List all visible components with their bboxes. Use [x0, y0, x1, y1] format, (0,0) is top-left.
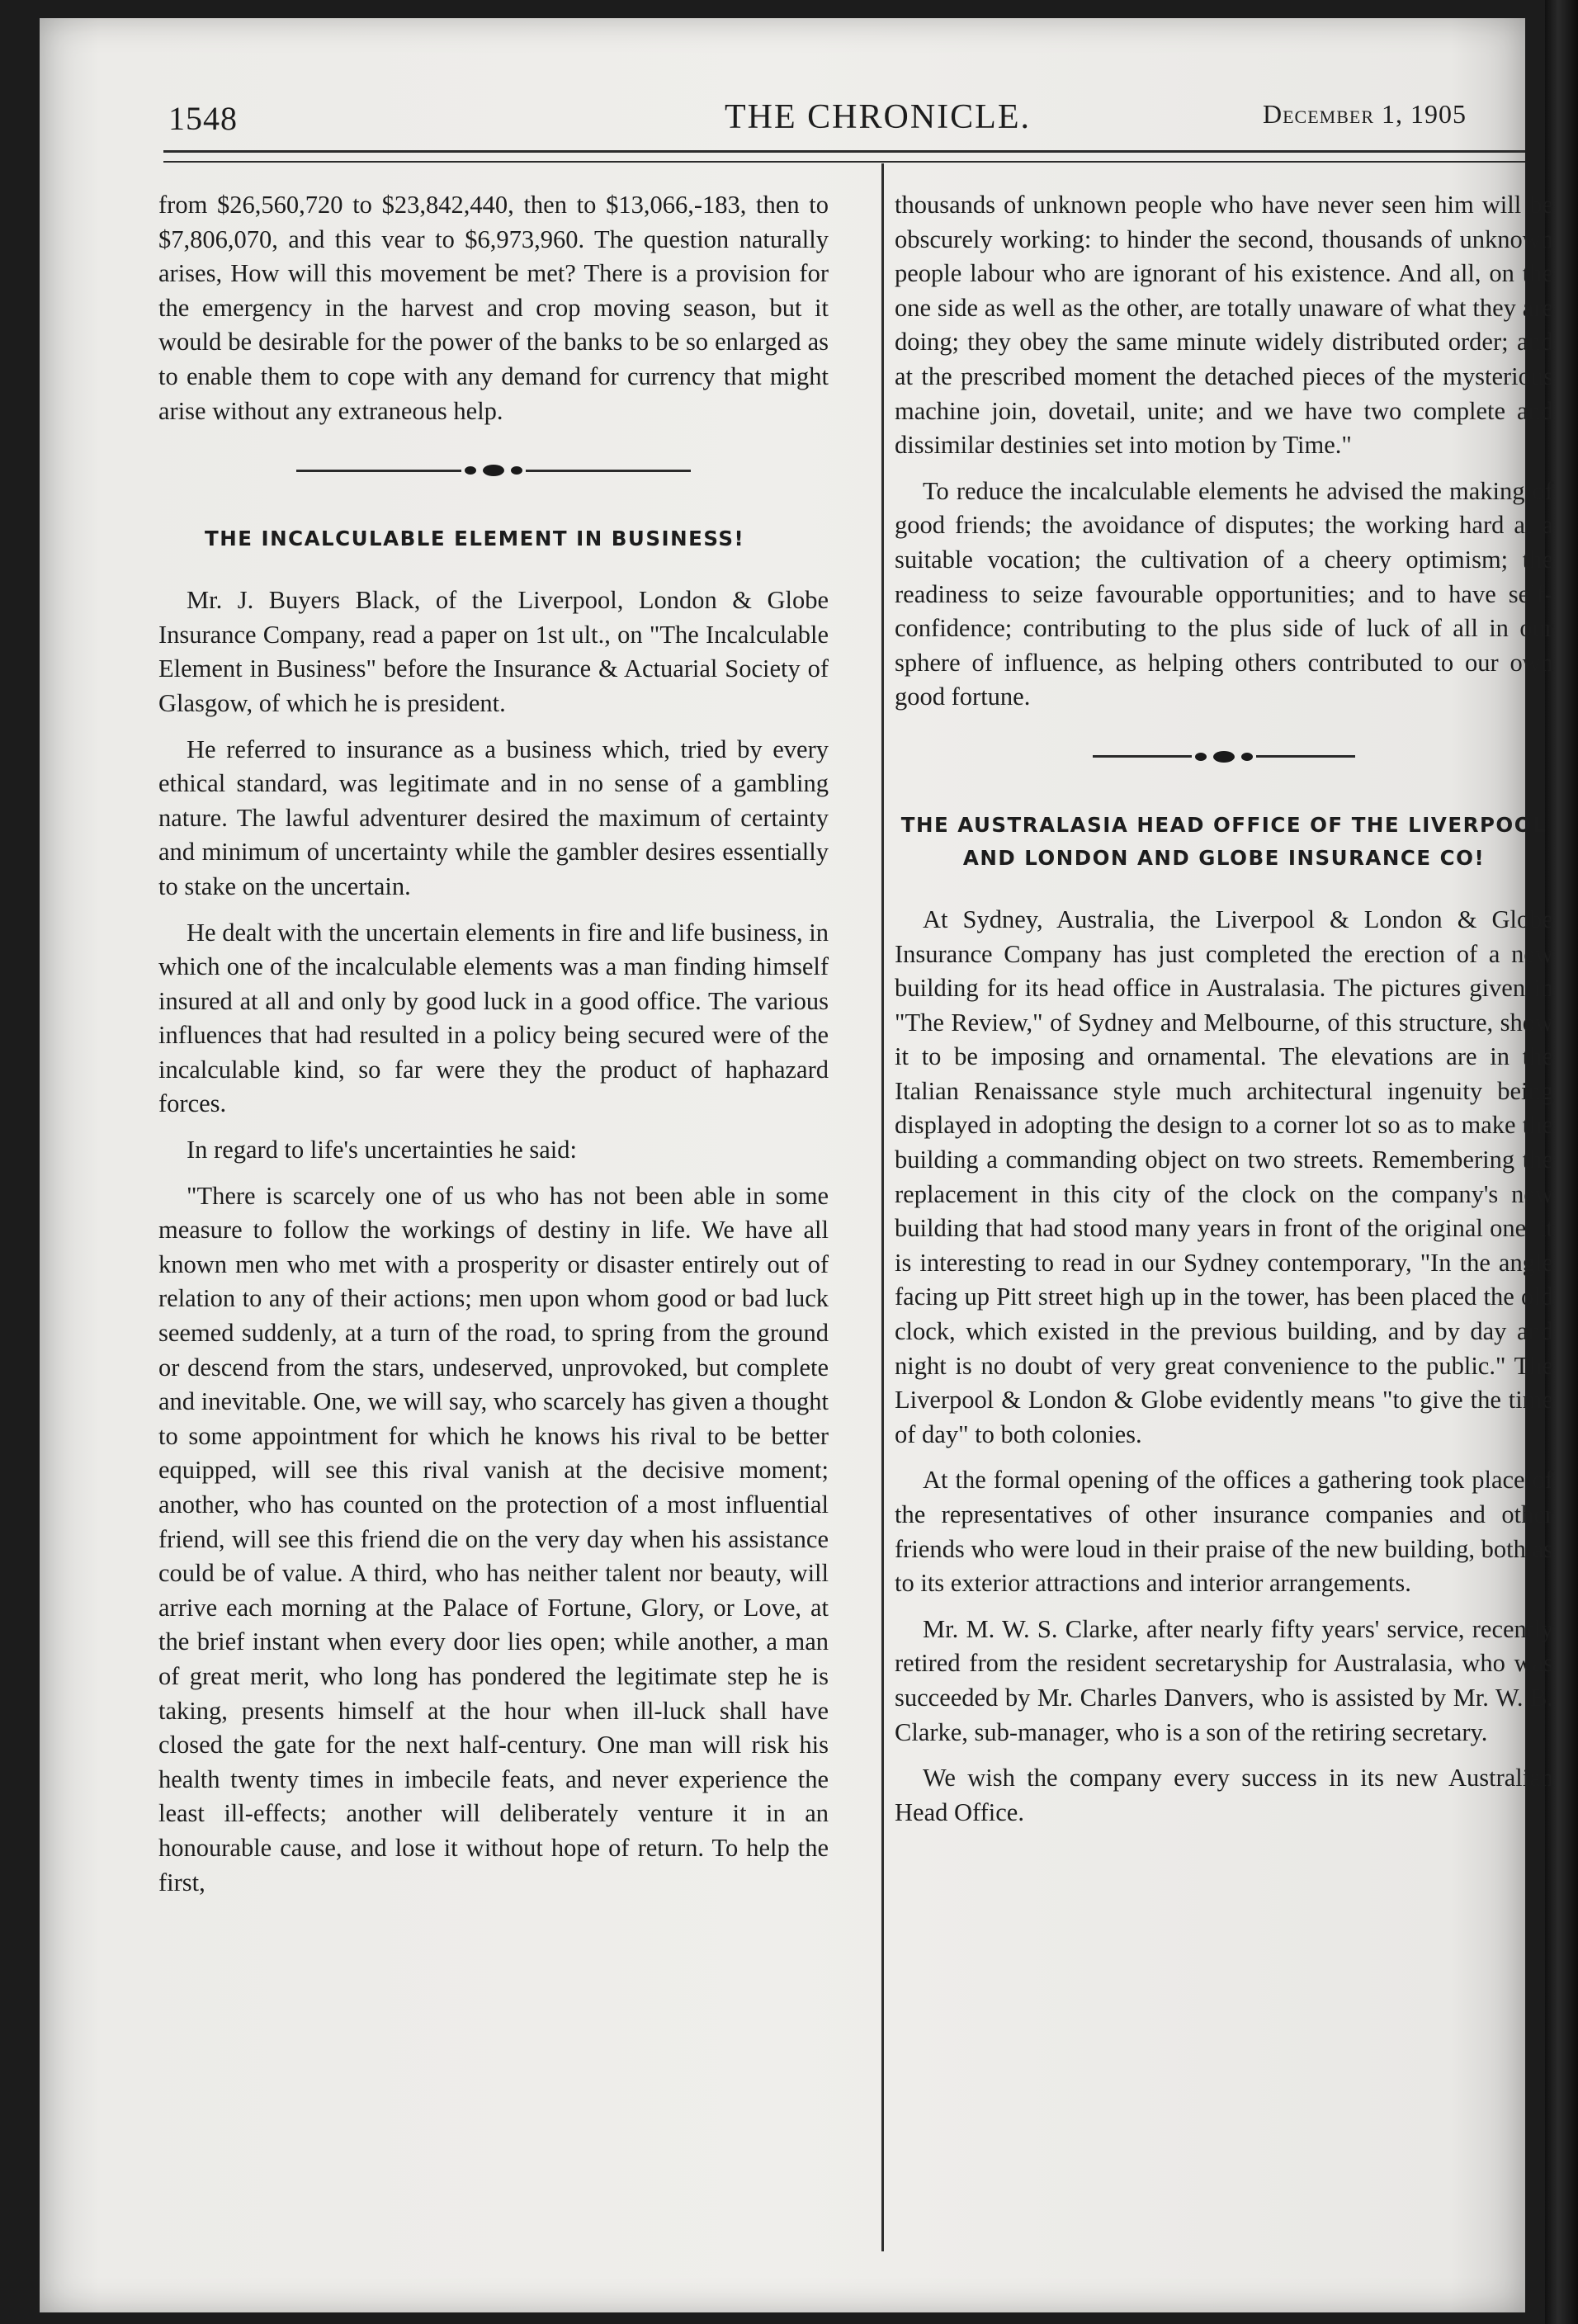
page-header	[40, 18, 1525, 167]
newspaper-page	[40, 18, 1553, 2312]
article-paragraph: He dealt with the uncertain elements in fire and life business, in which one of the incalculable elements was a man finding himself insured at all and only by good luck in a good office. The various influences that had resulted in a policy being secured were of the incalculable kind, so far were they the product of haphazard forces.	[158, 918, 829, 1118]
section-ornament	[158, 465, 829, 476]
section-ornament	[895, 751, 1553, 763]
article-paragraph: Mr. J. Buyers Black, of the Liverpool, London & Globe Insurance Company, read a paper on 1st ult., on "The Incalculable Element in Business" before the Insurance & Actuarial Society of Glasgow, of which he is president.	[158, 586, 829, 717]
article-paragraph: At Sydney, Australia, the Liverpool & London & Globe Insurance Company has just completed the erection of a new building for its head office in Australasia. The pictures given in "The Review," of Sydney and Melbourne, of this structure, show it to be imposing and ornamental. The elevations are in the Italian Renaissance style much architectural ingenuity being displayed in adopting the design to a corner lot so as to make the building a commanding object on two streets. Remembering the replacement in this city of the clock on the company's new building that had stood many years in front of the original one, it is interesting to read in our Sydney contemporary, "In the angle facing up Pitt street high up in the tower, has been placed the old clock, which existed in the previous building, and by day and night is no doubt of very great convenience to the public." The Liverpool & London & Globe evidently means "to give the time of day" to both colonies.	[895, 905, 1553, 1448]
article-paragraph: Mr. M. W. S. Clarke, after nearly fifty years' service, recently retired from the resident secretaryship for Australasia, who was succeeded by Mr. Charles Danvers, who is assisted by Mr. W. B. Clarke, sub-manager, who is a son of the retiring secretary.	[895, 1614, 1553, 1746]
article-title-incalculable-element: THE INCALCULABLE ELEMENT IN BUSINESS!	[205, 527, 745, 551]
journal-title: THE CHRONICLE.	[725, 98, 1031, 136]
page-number: 1548	[168, 100, 238, 137]
article-paragraph: He referred to insurance as a business which, tried by every ethical standard, was legitimate and in no sense of a gambling nature. The lawful adventurer desired the maximum of certainty and minimum of uncertainty while the gambler desires essentially to stake on the uncertain.	[158, 735, 829, 900]
intro-paragraph: from $26,560,720 to $23,842,440, then to $13,066,-183, then to $7,806,070, and this vear to $6,973,960. The question naturally arises, How will this movement be met? There is a provision for the emergency in the harvest and crop moving season, but it would be desirable for the power of the banks to be so enlarged as to enable them to cope with any demand for currency that might arise without any extraneous help.	[158, 191, 829, 425]
column-divider	[881, 163, 884, 2251]
continued-quote-paragraph: thousands of unknown people who have never seen him will be obscurely working: to hinder the second, thousands of unknown people labour who are ignorant of his existence. And all, on the one side as well as the other, are totally unaware of what they are doing; they obey the same minute widely distributed order; and at the prescribed moment the detached pieces of the mysterious machine join, dovetail, unite; and we have two complete and dissimilar destinies set into motion by Time."	[895, 191, 1553, 460]
article-paragraph: To reduce the incalculable elements he advised the making of good friends; the avoidance of disputes; the working hard at a suitable vocation; the cultivation of a cheery optimism; the readiness to seize favourable opportunities; and to have self-confidence; contributing to the plus side of luck of all in our sphere of influence, as helping others contributed to our own good fortune.	[895, 476, 1553, 711]
article-title-australasia-head-office: THE AUSTRALASIA HEAD OFFICE OF THE LIVERPOOL AND LONDON AND GLOBE INSURANCE CO!	[900, 812, 1547, 870]
right-column	[895, 188, 1553, 1841]
left-column	[158, 188, 829, 1911]
article-paragraph: At the formal opening of the offices a gathering took place of the representatives of other insurance companies and other friends who were loud in their praise of the new building, both as to its exterior attractions and interior arrangements.	[895, 1466, 1553, 1598]
article-paragraph: We wish the company every success in its new Australian Head Office.	[895, 1764, 1553, 1826]
article-quote-paragraph: "There is scarcely one of us who has not been able in some measure to follow the workings of destiny in life. We have all known men who met with a prosperity or disaster entirely out of relation to any of their actions; men upon whom good or bad luck seemed suddenly, at a turn of the road, to spring from the ground or descend from the stars, undeserved, unprovoked, but complete and inevitable. One, we will say, who scarcely has given a thought to some appointment for which he knows his rival to be better equipped, will see this rival vanish at the decisive moment; another, who has counted on the protection of a most influential friend, will see this friend die on the very day when his assistance could be of value. A third, who has neither talent nor beauty, will arrive each morning at the Palace of Fortune, Glory, or Love, at the brief instant when every door lies open; while another, a man of great merit, who long has pondered the legitimate step he is taking, presents himself at the hour when ill-luck shall have closed the gate for the next half-century. One man will risk his health twenty times in imbecile feats, and never experience the least ill-effects; another will deliberately venture it in an honourable cause, and lose it without hope of return. To help the first,	[158, 1181, 829, 1897]
header-rule	[163, 150, 1525, 163]
article-paragraph: In regard to life's uncertainties he said:	[187, 1136, 577, 1164]
issue-date: December 1, 1905	[1263, 99, 1467, 129]
